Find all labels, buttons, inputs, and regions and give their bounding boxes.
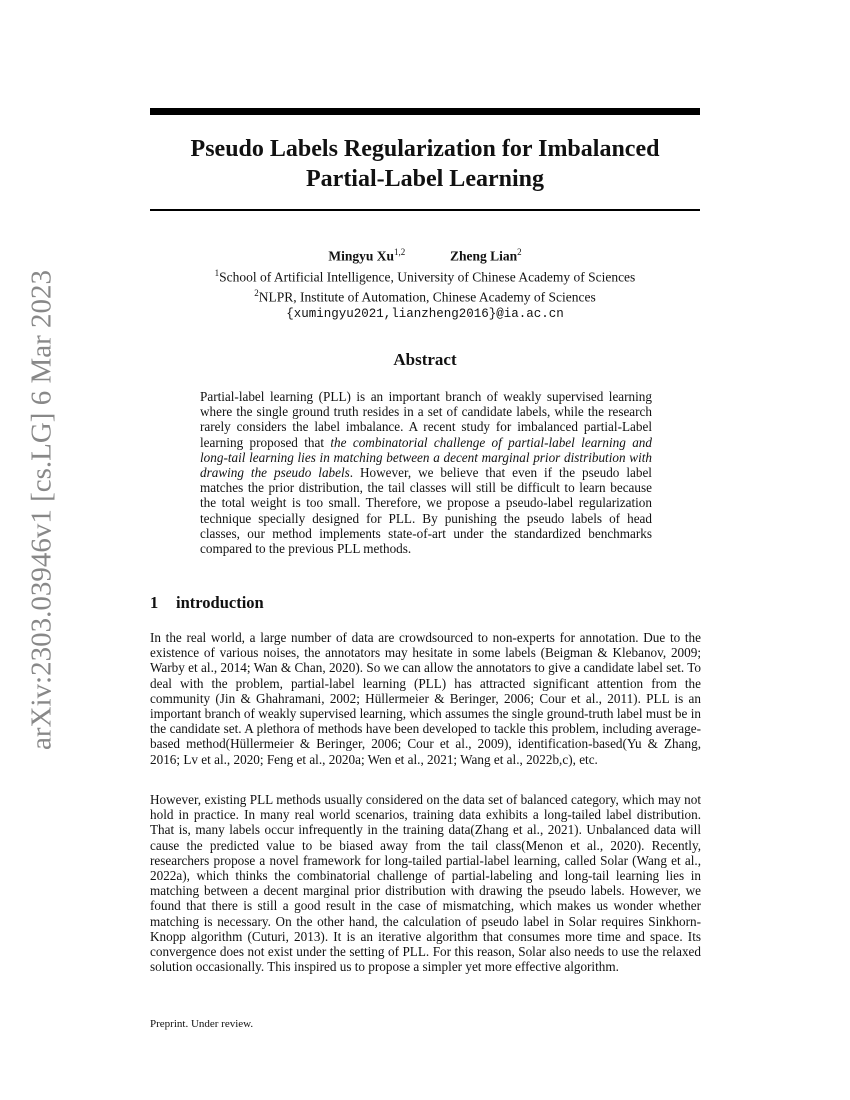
- abstract-body: Partial-label learning (PLL) is an important branch of weakly supervised learning where the single ground truth resides in a set of candidate labels, while the research rarely considers the label imbalance. A recent study for imbalanced partial-Label learning proposed that the combinatorial challenge of partial-label learning and long-tail learning lies in matching between a decent marginal prior distribution with drawing the pseudo labels. However, we believe that even if the pseudo label matches the prior distribution, the tail classes will still be difficult to learn because the total weight is too small. Therefore, we propose a pseudo-label regularization technique specially designed for PLL. By punishing the pseudo labels of head classes, our method implements state-of-art under the standardized benchmarks compared to the previous PLL methods.: [200, 389, 652, 557]
- section-heading: [150, 593, 264, 613]
- paper-title: [150, 134, 700, 194]
- section-title: introduction: [176, 593, 264, 612]
- author-email[interactable]: {xumingyu2021,lianzheng2016}@ia.ac.cn: [286, 306, 564, 321]
- author-name: Mingyu Xu: [328, 248, 394, 264]
- body-paragraph: In the real world, a large number of data are crowdsourced to non-experts for annotation. Due to the existence of various noises, the annotators may hesitate in some labels (Beigman & Klebanov, 2009; Warby et al., 2014; Wan & Chan, 2020). So we can allow the annotators to give a candidate label set. To deal with the problem, partial-label learning (PLL) has attracted significant attention from the community (Jin & Ghahramani, 2002; Hüllermeier & Beringer, 2006; Cour et al., 2011). PLL is an important branch of weakly supervised learning, which assumes the single ground-truth label must be in the candidate set. A plethora of methods have been developed to tackle this problem, including average-based method(Hüllermeier & Beringer, 2006; Cour et al., 2009), identification-based(Yu & Zhang, 2016; Lv et al., 2020; Feng et al., 2020a; Wen et al., 2021; Wang et al., 2022b,c), etc.: [150, 630, 701, 767]
- section-number: 1: [150, 593, 159, 612]
- arxiv-margin-stamp: [22, 270, 62, 750]
- author-affiliation-sup: 2: [517, 247, 522, 257]
- affiliation-line: $^1$School of Artificial Intelligence, University of Chinese Academy of Sciences: [214, 267, 636, 284]
- abstract-heading: Abstract: [393, 350, 457, 369]
- author-names: [150, 244, 700, 265]
- title-line-1: Pseudo Labels Regularization for Imbalanced: [190, 136, 660, 162]
- author-affiliation-sup: 1,2: [394, 247, 406, 257]
- title-bottom-rule: [150, 209, 700, 211]
- author-block: [150, 244, 700, 323]
- body-paragraph: However, existing PLL methods usually considered on the data set of balanced category, which may not hold in practice. In many real world scenarios, training data exhibits a long-tailed label distribution. That is, many labels occur infrequently in the training data(Zhang et al., 2021). Unbalanced data will cause the predicted value to be biased away from the tail class(Menon et al., 2020). Recently, researchers propose a novel framework for long-tailed partial-label learning, called Solar (Wang et al., 2022a), which thinks the combinatorial challenge of partial-labeling and long-tail learning lies in matching between a decent marginal prior distribution with drawing the pseudo labels. However, we found that there is still a good result in the case of mismatching, which makes us wonder whether matching is necessary. On the other hand, the calculation of pseudo label in Solar requires Sinkhorn-Knopp algorithm (Cuturi, 2013). It is an iterative algorithm that consumes more time and space. Its convergence does not exist under the setting of PLL. For this reason, Solar also needs to use the relaxed solution occasionally. This inspired us to propose a simpler yet more effective algorithm.: [150, 792, 701, 975]
- title-line-2: Partial-Label Learning: [306, 166, 544, 192]
- preprint-footer: Preprint. Under review.: [150, 1018, 254, 1030]
- abstract-quote: the combinatorial challenge of partial-label learning and long-tail learning lies in matching between a decent marginal prior distribution with drawing the pseudo labels: [200, 434, 652, 481]
- title-top-rule: [150, 108, 700, 115]
- affiliation-line: $^2$NLPR, Institute of Automation, Chinese Academy of Sciences: [254, 288, 596, 305]
- arxiv-identifier[interactable]: arXiv:2303.03946v1 [cs.LG] 6 Mar 2023: [25, 269, 58, 751]
- author-name: Zheng Lian: [450, 248, 518, 264]
